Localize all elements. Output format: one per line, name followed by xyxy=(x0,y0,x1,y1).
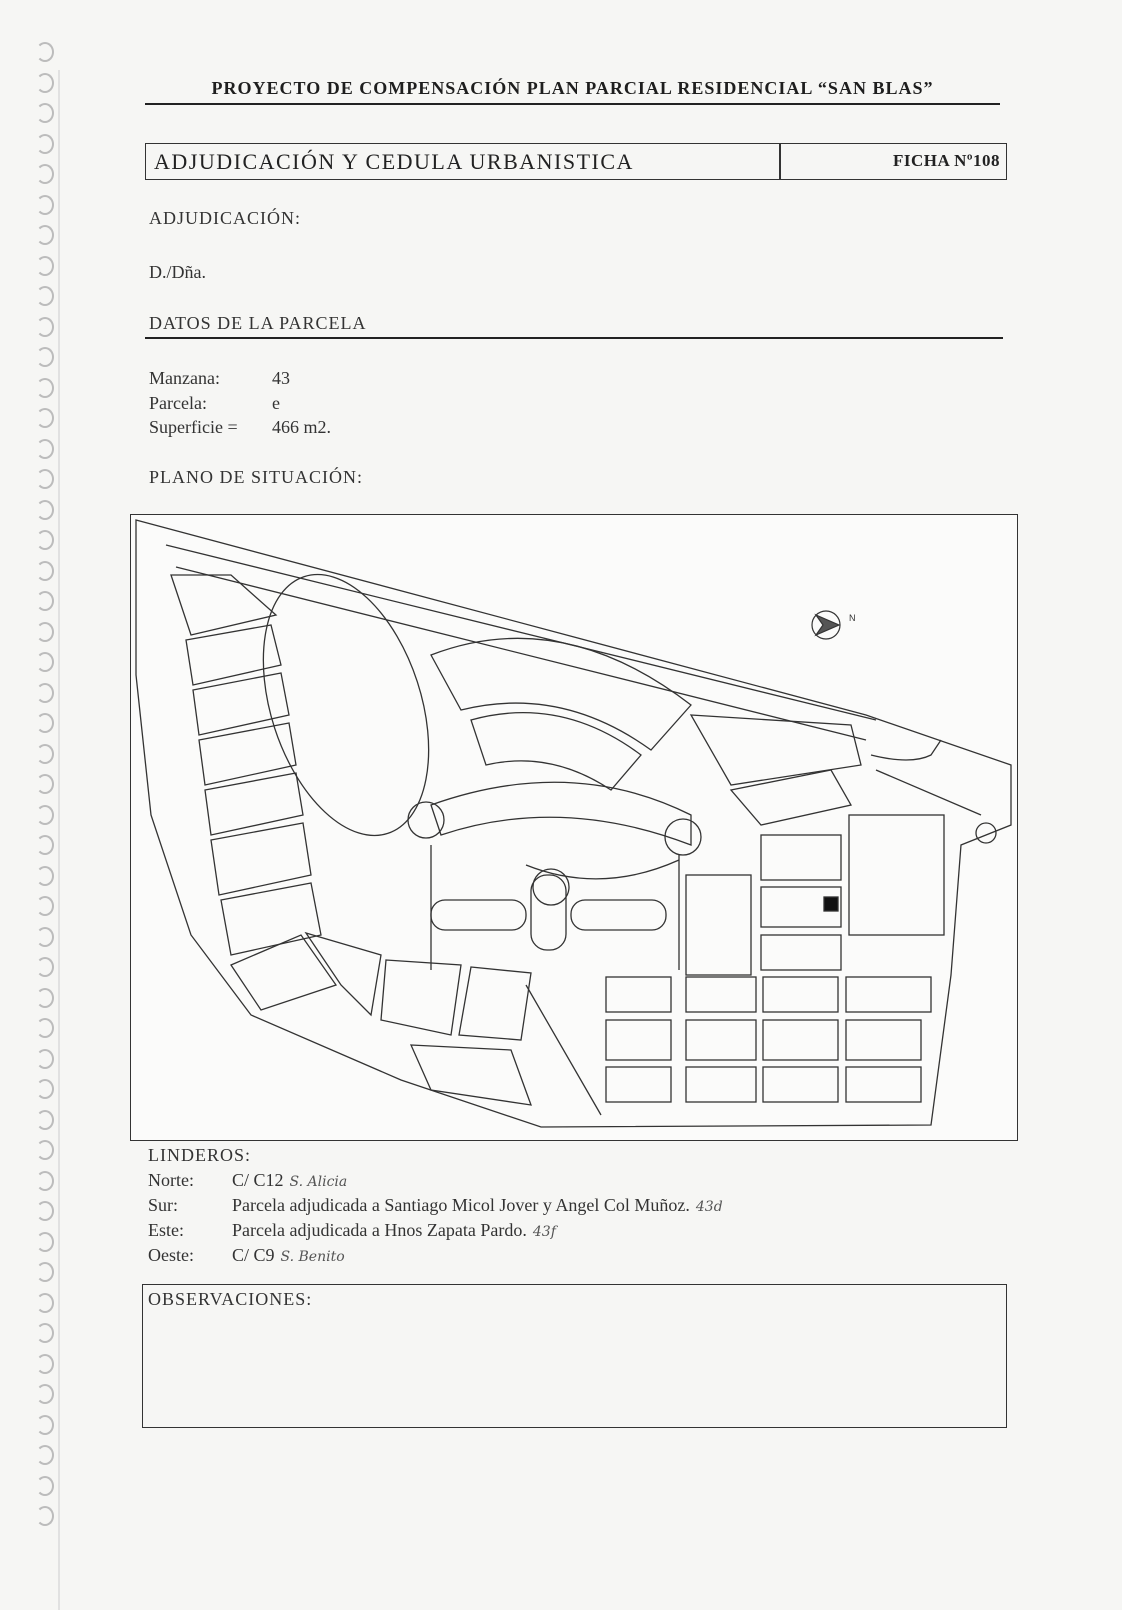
binding-ring xyxy=(28,1230,58,1252)
lindero-label: Este: xyxy=(148,1220,184,1240)
section-divider xyxy=(779,143,781,180)
binding-ring xyxy=(28,254,58,276)
binding-ring xyxy=(28,833,58,855)
binding-ring xyxy=(28,437,58,459)
access-road xyxy=(871,740,941,760)
grid-block xyxy=(763,977,838,1012)
binding-ring xyxy=(28,559,58,581)
datos-parcela-heading: DATOS DE LA PARCELA xyxy=(149,313,367,333)
central-block xyxy=(531,875,566,950)
section-title-box xyxy=(145,143,1007,180)
roundabout xyxy=(976,823,996,843)
grid-block xyxy=(686,977,756,1012)
sector-block xyxy=(431,638,691,750)
binding-ring xyxy=(28,1382,58,1404)
lindero-value: C/ C9 xyxy=(232,1245,275,1265)
lindero-oeste xyxy=(148,1245,345,1266)
manzana-row xyxy=(149,368,290,389)
sector-block xyxy=(431,782,691,845)
superficie-value: 466 m2. xyxy=(272,417,332,437)
central-block xyxy=(571,900,666,930)
diag-block xyxy=(306,933,381,1015)
binding-ring xyxy=(28,40,58,62)
binding-ring xyxy=(28,681,58,703)
lindero-este xyxy=(148,1220,556,1241)
binding-ring xyxy=(28,1260,58,1282)
grid-block xyxy=(686,875,751,975)
handwritten-note: S. Alicia xyxy=(289,1174,348,1190)
binding-ring xyxy=(28,742,58,764)
grid-block xyxy=(763,1067,838,1102)
binding-ring xyxy=(28,1321,58,1343)
binding-ring xyxy=(28,772,58,794)
north-arrow xyxy=(812,611,840,639)
binding-ring xyxy=(28,1352,58,1374)
binding-ring xyxy=(28,132,58,154)
diag-block xyxy=(459,967,531,1040)
site-plan-drawing xyxy=(131,515,1018,1141)
spiral-binding xyxy=(28,40,68,1580)
binding-ring xyxy=(28,1108,58,1130)
highlighted-parcel xyxy=(824,897,838,911)
grid-block xyxy=(606,977,671,1012)
sector-block xyxy=(471,713,641,790)
binding-ring xyxy=(28,498,58,520)
manzana-value: 43 xyxy=(272,368,290,388)
binding-ring xyxy=(28,1504,58,1526)
superficie-row xyxy=(149,417,331,438)
binding-ring xyxy=(28,406,58,428)
plan-boundary xyxy=(136,520,1011,1127)
binding-ring xyxy=(28,1199,58,1221)
observaciones-title: OBSERVACIONES: xyxy=(148,1289,313,1309)
binding-ring xyxy=(28,986,58,1008)
lindero-value: Parcela adjudicada a Hnos Zapata Pardo. xyxy=(232,1220,527,1240)
parcela-value: e xyxy=(272,393,280,413)
north-label: N xyxy=(849,613,856,623)
binding-ring xyxy=(28,376,58,398)
binding-edge-line xyxy=(58,70,60,1610)
binding-ring xyxy=(28,1291,58,1313)
lindero-label: Norte: xyxy=(148,1170,194,1190)
binding-ring xyxy=(28,711,58,733)
main-avenue xyxy=(176,567,866,740)
section-title: ADJUDICACIÓN Y CEDULA URBANISTICA xyxy=(154,149,634,174)
grid-block xyxy=(761,935,841,970)
ficha-number: FICHA Nº108 xyxy=(893,151,1000,170)
diag-block xyxy=(381,960,461,1035)
adjudicacion-label: ADJUDICACIÓN: xyxy=(149,208,301,228)
binding-ring xyxy=(28,925,58,947)
grid-block xyxy=(761,835,841,880)
grid-block xyxy=(606,1020,671,1060)
situation-map xyxy=(130,514,1018,1141)
sector-block xyxy=(691,715,861,785)
binding-ring xyxy=(28,1047,58,1069)
binding-ring xyxy=(28,1474,58,1496)
binding-ring xyxy=(28,650,58,672)
grid-block xyxy=(606,1067,671,1102)
parcela-row xyxy=(149,393,280,414)
observaciones-box xyxy=(142,1284,1007,1428)
lindero-norte xyxy=(148,1170,347,1191)
project-title: PROYECTO DE COMPENSACIÓN PLAN PARCIAL RESIDENCIAL “SAN BLAS” xyxy=(145,78,1000,105)
diag-block xyxy=(231,935,336,1010)
lindero-value: Parcela adjudicada a Santiago Micol Jover y Angel Col Muñoz. xyxy=(232,1195,690,1215)
manzana-label: Manzana: xyxy=(149,368,220,388)
datos-parcela-rule xyxy=(145,337,1003,339)
binding-ring xyxy=(28,803,58,825)
handwritten-note: 43f xyxy=(532,1224,556,1240)
lindero-value: C/ C12 xyxy=(232,1170,284,1190)
diag-block xyxy=(411,1045,531,1105)
binding-ring xyxy=(28,1077,58,1099)
owner-label: D./Dña. xyxy=(149,262,206,282)
binding-ring xyxy=(28,345,58,367)
grid-block xyxy=(846,977,931,1012)
oval-park xyxy=(233,553,459,856)
plano-situacion-label: PLANO DE SITUACIÓN: xyxy=(149,467,363,487)
binding-ring xyxy=(28,101,58,123)
binding-ring xyxy=(28,71,58,93)
binding-ring xyxy=(28,162,58,184)
sector-block xyxy=(731,770,851,825)
binding-ring xyxy=(28,1443,58,1465)
binding-ring xyxy=(28,894,58,916)
linderos-title: LINDEROS: xyxy=(148,1145,251,1165)
binding-ring xyxy=(28,467,58,489)
handwritten-note: 43d xyxy=(695,1199,723,1215)
central-block xyxy=(431,900,526,930)
lindero-label: Sur: xyxy=(148,1195,179,1215)
superficie-label: Superficie = xyxy=(149,417,238,437)
access-road xyxy=(876,770,981,815)
street xyxy=(526,985,601,1115)
binding-ring xyxy=(28,1016,58,1038)
binding-ring xyxy=(28,1413,58,1435)
binding-ring xyxy=(28,1138,58,1160)
lindero-label: Oeste: xyxy=(148,1245,194,1265)
parcela-label: Parcela: xyxy=(149,393,207,413)
grid-block xyxy=(763,1020,838,1060)
binding-ring xyxy=(28,193,58,215)
left-block xyxy=(171,575,276,635)
binding-ring xyxy=(28,284,58,306)
roundabout xyxy=(408,802,444,838)
grid-block xyxy=(846,1020,921,1060)
left-block xyxy=(221,883,321,955)
grid-block xyxy=(846,1067,921,1102)
handwritten-note: S. Benito xyxy=(280,1249,345,1265)
binding-ring xyxy=(28,589,58,611)
binding-ring xyxy=(28,223,58,245)
binding-ring xyxy=(28,955,58,977)
binding-ring xyxy=(28,1169,58,1191)
binding-ring xyxy=(28,315,58,337)
grid-block xyxy=(849,815,944,935)
left-block xyxy=(211,823,311,895)
grid-block xyxy=(686,1067,756,1102)
binding-ring xyxy=(28,528,58,550)
grid-block xyxy=(686,1020,756,1060)
binding-ring xyxy=(28,864,58,886)
binding-ring xyxy=(28,620,58,642)
lindero-sur xyxy=(148,1195,723,1216)
